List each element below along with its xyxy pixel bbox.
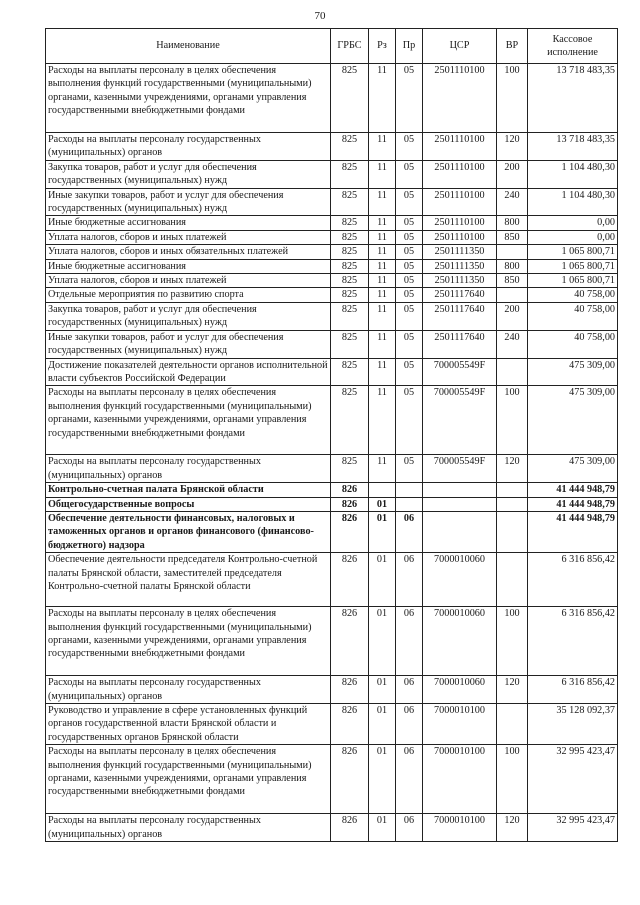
cell-vr: 120 bbox=[497, 133, 528, 161]
cell-name: Уплата налогов, сборов и иных платежей bbox=[46, 274, 331, 288]
cell-csr: 700005549F bbox=[423, 386, 497, 455]
cell-amount: 1 104 480,30 bbox=[528, 160, 618, 188]
cell-grbs: 825 bbox=[331, 259, 369, 273]
cell-csr: 7000010100 bbox=[423, 703, 497, 744]
cell-name: Иные закупки товаров, работ и услуг для обеспечения государственных (муниципальных) нужд bbox=[46, 188, 331, 216]
cell-grbs: 825 bbox=[331, 216, 369, 230]
cell-amount: 40 758,00 bbox=[528, 330, 618, 358]
cell-amount: 475 309,00 bbox=[528, 358, 618, 386]
cell-amount: 41 444 948,79 bbox=[528, 497, 618, 511]
cell-csr: 2501110100 bbox=[423, 188, 497, 216]
cell-pr: 05 bbox=[396, 288, 423, 302]
cell-vr bbox=[497, 511, 528, 552]
cell-grbs: 825 bbox=[331, 288, 369, 302]
header-amount bbox=[528, 29, 618, 64]
header-vr: ВР bbox=[497, 29, 528, 64]
cell-grbs: 826 bbox=[331, 607, 369, 676]
table-row bbox=[46, 455, 618, 483]
cell-vr: 200 bbox=[497, 160, 528, 188]
cell-name: Расходы на выплаты персоналу в целях обеспечения выполнения функций государственными (муниципальными) органами, казенными учреждениями, органами управления государственными внебюджетными фондами bbox=[46, 607, 331, 676]
cell-pr: 05 bbox=[396, 133, 423, 161]
cell-rz: 11 bbox=[369, 358, 396, 386]
cell-pr: 05 bbox=[396, 330, 423, 358]
header-name: Наименование bbox=[46, 29, 331, 64]
cell-amount: 1 104 480,30 bbox=[528, 188, 618, 216]
cell-csr: 2501110100 bbox=[423, 230, 497, 244]
cell-csr bbox=[423, 511, 497, 552]
cell-grbs: 825 bbox=[331, 245, 369, 259]
cell-rz: 11 bbox=[369, 259, 396, 273]
cell-name: Расходы на выплаты персоналу в целях обеспечения выполнения функций государственными (муниципальными) органами, казенными учреждениями, органами управления государственными внебюджетными фондами bbox=[46, 64, 331, 133]
cell-pr: 06 bbox=[396, 511, 423, 552]
cell-pr: 05 bbox=[396, 216, 423, 230]
cell-amount: 6 316 856,42 bbox=[528, 676, 618, 704]
cell-amount: 475 309,00 bbox=[528, 455, 618, 483]
cell-grbs: 826 bbox=[331, 676, 369, 704]
cell-csr: 2501110100 bbox=[423, 160, 497, 188]
cell-grbs: 825 bbox=[331, 188, 369, 216]
cell-amount: 32 995 423,47 bbox=[528, 814, 618, 842]
cell-pr bbox=[396, 497, 423, 511]
cell-vr bbox=[497, 288, 528, 302]
cell-amount: 0,00 bbox=[528, 216, 618, 230]
cell-vr: 850 bbox=[497, 230, 528, 244]
cell-pr: 05 bbox=[396, 259, 423, 273]
cell-amount: 40 758,00 bbox=[528, 302, 618, 330]
cell-grbs: 825 bbox=[331, 386, 369, 455]
table-row bbox=[46, 497, 618, 511]
cell-name: Общегосударственные вопросы bbox=[46, 497, 331, 511]
cell-rz: 01 bbox=[369, 607, 396, 676]
cell-grbs: 825 bbox=[331, 274, 369, 288]
cell-name: Расходы на выплаты персоналу государственных (муниципальных) органов bbox=[46, 814, 331, 842]
cell-amount: 6 316 856,42 bbox=[528, 553, 618, 607]
cell-csr: 7000010060 bbox=[423, 607, 497, 676]
cell-pr: 05 bbox=[396, 302, 423, 330]
header-rz: Рз bbox=[369, 29, 396, 64]
cell-name: Отдельные мероприятия по развитию спорта bbox=[46, 288, 331, 302]
cell-rz: 11 bbox=[369, 274, 396, 288]
cell-grbs: 826 bbox=[331, 511, 369, 552]
header-pr: Пр bbox=[396, 29, 423, 64]
cell-pr: 05 bbox=[396, 230, 423, 244]
table-row bbox=[46, 676, 618, 704]
cell-amount: 40 758,00 bbox=[528, 288, 618, 302]
cell-grbs: 825 bbox=[331, 230, 369, 244]
cell-grbs: 825 bbox=[331, 160, 369, 188]
cell-csr: 7000010060 bbox=[423, 676, 497, 704]
cell-csr: 2501110100 bbox=[423, 216, 497, 230]
cell-name: Расходы на выплаты персоналу в целях обеспечения выполнения функций государственными (муниципальными) органами, казенными учреждениями, органами управления государственными внебюджетными фондами bbox=[46, 745, 331, 814]
table-row bbox=[46, 511, 618, 552]
cell-pr: 06 bbox=[396, 745, 423, 814]
cell-vr bbox=[497, 483, 528, 497]
header-amount-line2: исполнение bbox=[547, 47, 598, 58]
cell-csr: 2501110100 bbox=[423, 133, 497, 161]
cell-csr: 7000010060 bbox=[423, 553, 497, 607]
cell-csr bbox=[423, 497, 497, 511]
cell-amount: 1 065 800,71 bbox=[528, 274, 618, 288]
cell-rz: 11 bbox=[369, 455, 396, 483]
cell-vr: 800 bbox=[497, 216, 528, 230]
cell-rz: 01 bbox=[369, 745, 396, 814]
cell-vr bbox=[497, 553, 528, 607]
table-body bbox=[46, 64, 618, 842]
cell-rz: 11 bbox=[369, 230, 396, 244]
cell-csr: 2501111350 bbox=[423, 274, 497, 288]
cell-amount: 41 444 948,79 bbox=[528, 511, 618, 552]
cell-amount: 0,00 bbox=[528, 230, 618, 244]
table-row bbox=[46, 330, 618, 358]
header-csr: ЦСР bbox=[423, 29, 497, 64]
cell-name: Иные бюджетные ассигнования bbox=[46, 216, 331, 230]
table-row bbox=[46, 814, 618, 842]
table-row bbox=[46, 274, 618, 288]
cell-vr: 240 bbox=[497, 330, 528, 358]
cell-name: Достижение показателей деятельности органов исполнительной власти субъектов Российской Федерации bbox=[46, 358, 331, 386]
cell-rz: 01 bbox=[369, 497, 396, 511]
cell-rz: 11 bbox=[369, 245, 396, 259]
cell-rz: 11 bbox=[369, 216, 396, 230]
cell-rz: 01 bbox=[369, 703, 396, 744]
cell-grbs: 826 bbox=[331, 745, 369, 814]
cell-vr bbox=[497, 497, 528, 511]
cell-pr bbox=[396, 483, 423, 497]
cell-vr bbox=[497, 358, 528, 386]
cell-rz: 11 bbox=[369, 288, 396, 302]
table-row bbox=[46, 245, 618, 259]
cell-csr: 2501111350 bbox=[423, 245, 497, 259]
cell-pr: 06 bbox=[396, 553, 423, 607]
cell-amount: 13 718 483,35 bbox=[528, 133, 618, 161]
cell-pr: 05 bbox=[396, 358, 423, 386]
cell-name: Расходы на выплаты персоналу государственных (муниципальных) органов bbox=[46, 676, 331, 704]
cell-name: Закупка товаров, работ и услуг для обеспечения государственных (муниципальных) нужд bbox=[46, 160, 331, 188]
cell-rz: 11 bbox=[369, 160, 396, 188]
page-number: 70 bbox=[314, 10, 326, 22]
cell-vr: 200 bbox=[497, 302, 528, 330]
cell-vr: 120 bbox=[497, 676, 528, 704]
cell-pr: 06 bbox=[396, 703, 423, 744]
cell-rz: 01 bbox=[369, 814, 396, 842]
cell-name: Обеспечение деятельности председателя Контрольно-счетной палаты Брянской области, заместителей председателя Контрольно-счетной палаты Брянской области bbox=[46, 553, 331, 607]
cell-name: Закупка товаров, работ и услуг для обеспечения государственных (муниципальных) нужд bbox=[46, 302, 331, 330]
table-row bbox=[46, 483, 618, 497]
cell-pr: 06 bbox=[396, 676, 423, 704]
table-row bbox=[46, 188, 618, 216]
cell-grbs: 826 bbox=[331, 703, 369, 744]
cell-grbs: 825 bbox=[331, 358, 369, 386]
cell-vr: 100 bbox=[497, 64, 528, 133]
cell-pr: 06 bbox=[396, 814, 423, 842]
cell-grbs: 825 bbox=[331, 133, 369, 161]
cell-pr: 05 bbox=[396, 160, 423, 188]
cell-csr: 2501110100 bbox=[423, 64, 497, 133]
header-amount-line1: Кассовое bbox=[552, 33, 593, 45]
cell-amount: 13 718 483,35 bbox=[528, 64, 618, 133]
cell-vr: 100 bbox=[497, 607, 528, 676]
budget-execution-table bbox=[45, 28, 618, 842]
cell-pr: 05 bbox=[396, 274, 423, 288]
table-row bbox=[46, 703, 618, 744]
cell-name: Уплата налогов, сборов и иных платежей bbox=[46, 230, 331, 244]
cell-amount: 32 995 423,47 bbox=[528, 745, 618, 814]
table-row bbox=[46, 553, 618, 607]
cell-rz: 11 bbox=[369, 330, 396, 358]
cell-name: Руководство и управление в сфере установленных функций органов государственной власти Брянской области и государственных органов Брянской области bbox=[46, 703, 331, 744]
cell-rz: 11 bbox=[369, 64, 396, 133]
cell-amount: 35 128 092,37 bbox=[528, 703, 618, 744]
table-row bbox=[46, 216, 618, 230]
cell-pr: 05 bbox=[396, 188, 423, 216]
cell-rz: 11 bbox=[369, 302, 396, 330]
cell-vr bbox=[497, 245, 528, 259]
cell-rz: 11 bbox=[369, 133, 396, 161]
table-row bbox=[46, 64, 618, 133]
cell-rz bbox=[369, 483, 396, 497]
cell-grbs: 825 bbox=[331, 64, 369, 133]
cell-amount: 1 065 800,71 bbox=[528, 259, 618, 273]
cell-vr: 120 bbox=[497, 455, 528, 483]
table-row bbox=[46, 230, 618, 244]
cell-vr: 100 bbox=[497, 745, 528, 814]
cell-name: Обеспечение деятельности финансовых, налоговых и таможенных органов и органов финансового (финансово-бюджетного) надзора bbox=[46, 511, 331, 552]
cell-amount: 475 309,00 bbox=[528, 386, 618, 455]
cell-name: Уплата налогов, сборов и иных обязательных платежей bbox=[46, 245, 331, 259]
cell-rz: 11 bbox=[369, 188, 396, 216]
cell-csr: 2501117640 bbox=[423, 288, 497, 302]
cell-name: Иные бюджетные ассигнования bbox=[46, 259, 331, 273]
cell-csr: 700005549F bbox=[423, 455, 497, 483]
table-row bbox=[46, 386, 618, 455]
cell-amount: 41 444 948,79 bbox=[528, 483, 618, 497]
cell-vr: 120 bbox=[497, 814, 528, 842]
cell-rz: 01 bbox=[369, 511, 396, 552]
cell-pr: 05 bbox=[396, 386, 423, 455]
cell-name: Расходы на выплаты персоналу государственных (муниципальных) органов bbox=[46, 133, 331, 161]
cell-csr: 7000010100 bbox=[423, 745, 497, 814]
table-row bbox=[46, 745, 618, 814]
cell-grbs: 826 bbox=[331, 483, 369, 497]
header-grbs: ГРБС bbox=[331, 29, 369, 64]
cell-csr: 7000010100 bbox=[423, 814, 497, 842]
cell-vr: 850 bbox=[497, 274, 528, 288]
table-row bbox=[46, 259, 618, 273]
cell-csr: 2501111350 bbox=[423, 259, 497, 273]
cell-name: Контрольно-счетная палата Брянской области bbox=[46, 483, 331, 497]
cell-csr: 700005549F bbox=[423, 358, 497, 386]
cell-pr: 06 bbox=[396, 607, 423, 676]
cell-csr bbox=[423, 483, 497, 497]
cell-pr: 05 bbox=[396, 245, 423, 259]
cell-name: Расходы на выплаты персоналу государственных (муниципальных) органов bbox=[46, 455, 331, 483]
cell-vr: 800 bbox=[497, 259, 528, 273]
table-row bbox=[46, 302, 618, 330]
cell-pr: 05 bbox=[396, 64, 423, 133]
table-header-row bbox=[46, 29, 618, 64]
cell-pr: 05 bbox=[396, 455, 423, 483]
cell-rz: 11 bbox=[369, 386, 396, 455]
cell-amount: 1 065 800,71 bbox=[528, 245, 618, 259]
table-row bbox=[46, 288, 618, 302]
cell-rz: 01 bbox=[369, 676, 396, 704]
cell-rz: 01 bbox=[369, 553, 396, 607]
cell-amount: 6 316 856,42 bbox=[528, 607, 618, 676]
table-row bbox=[46, 358, 618, 386]
table-row bbox=[46, 160, 618, 188]
cell-csr: 2501117640 bbox=[423, 330, 497, 358]
table-row bbox=[46, 607, 618, 676]
cell-csr: 2501117640 bbox=[423, 302, 497, 330]
cell-grbs: 825 bbox=[331, 330, 369, 358]
table-row bbox=[46, 133, 618, 161]
cell-grbs: 826 bbox=[331, 814, 369, 842]
cell-grbs: 825 bbox=[331, 455, 369, 483]
cell-grbs: 825 bbox=[331, 302, 369, 330]
cell-name: Иные закупки товаров, работ и услуг для обеспечения государственных (муниципальных) нужд bbox=[46, 330, 331, 358]
cell-name: Расходы на выплаты персоналу в целях обеспечения выполнения функций государственными (муниципальными) органами, казенными учреждениями, органами управления государственными внебюджетными фондами bbox=[46, 386, 331, 455]
cell-grbs: 826 bbox=[331, 497, 369, 511]
cell-grbs: 826 bbox=[331, 553, 369, 607]
cell-vr bbox=[497, 703, 528, 744]
cell-vr: 100 bbox=[497, 386, 528, 455]
cell-vr: 240 bbox=[497, 188, 528, 216]
